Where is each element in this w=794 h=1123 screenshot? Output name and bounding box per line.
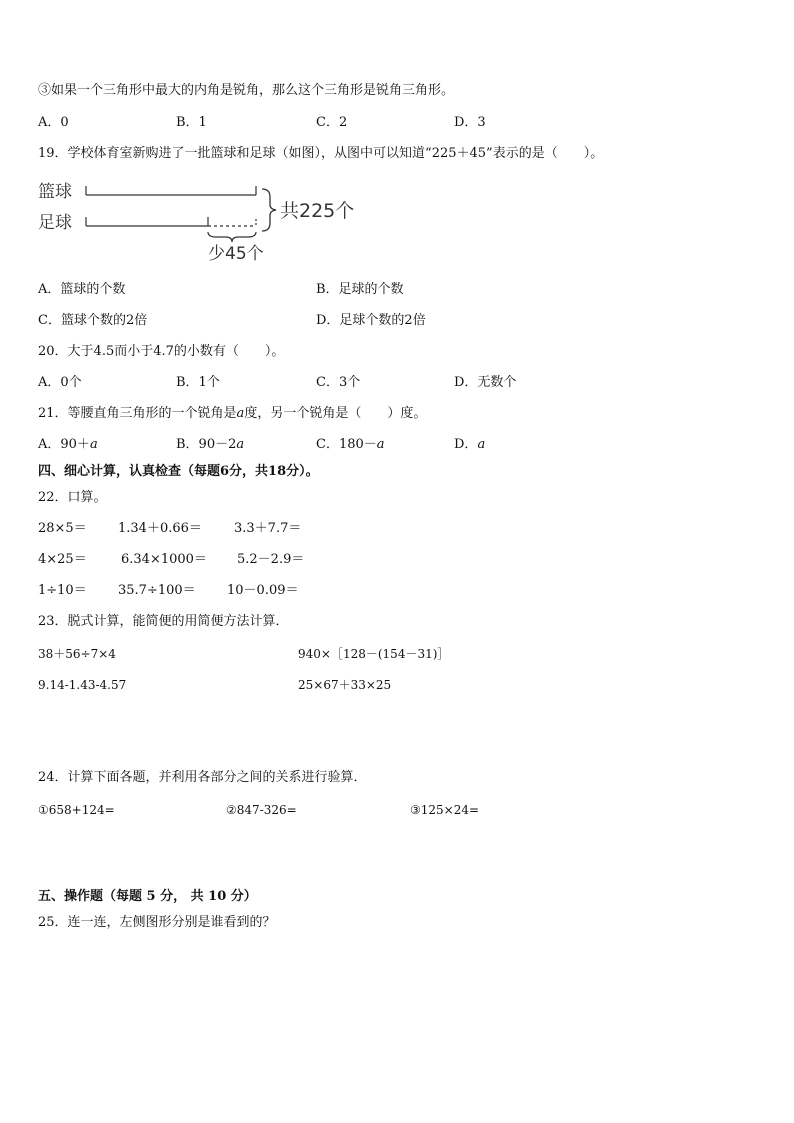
q22-item: 35.7÷100＝	[118, 583, 196, 598]
q18-option-b[interactable]: B．1	[176, 115, 207, 130]
section4-title: 四、细心计算，认真检查（每题6分，共18分）。	[38, 464, 319, 479]
q21-option-c[interactable]: C．180－a	[316, 437, 385, 452]
q23-item: 38＋56÷7×4	[38, 647, 116, 661]
diagram-label-basketball: 篮球	[38, 182, 72, 202]
q22-item: 3.3＋7.7＝	[234, 521, 302, 536]
q21-stem	[38, 406, 426, 422]
q24-item: ③125×24=	[410, 803, 480, 817]
q20-stem: 20．大于4.5而小于4.7的小数有（ ）。	[38, 344, 285, 359]
q18-statement: ③如果一个三角形中最大的内角是锐角，那么这个三角形是锐角三角形。	[38, 83, 455, 98]
q20-option-b[interactable]: B．1个	[176, 375, 220, 390]
q24-item: ①658+124=	[38, 803, 115, 817]
q19-option-b[interactable]: B．足球的个数	[316, 282, 404, 297]
q22-item: 6.34×1000＝	[121, 552, 207, 567]
q22-item: 28×5＝	[38, 521, 87, 536]
q19-option-d[interactable]: D．足球个数的2倍	[316, 313, 426, 328]
q24-item: ②847-326=	[226, 803, 297, 817]
q20-option-a[interactable]: A．0个	[38, 375, 82, 390]
q23-stem: 23．脱式计算，能简便的用简便方法计算．	[38, 614, 289, 629]
q22-item: 4×25＝	[38, 552, 87, 567]
q19-segment-diagram	[38, 175, 368, 265]
q23-item: 25×67＋33×25	[298, 678, 392, 692]
q22-item: 10－0.09＝	[227, 583, 299, 598]
q21-stem-part2: 度，另一个锐角是（ ）度。	[244, 406, 427, 421]
q23-item: 940×［128－(154－31)］	[298, 647, 450, 661]
q19-stem: 19．学校体育室新购进了一批篮球和足球（如图），从图中可以知道“225＋45”表示的是（ ）。	[38, 146, 604, 161]
q21-variable: a	[236, 406, 245, 421]
q19-option-c[interactable]: C．篮球个数的2倍	[38, 313, 148, 328]
q20-option-c[interactable]: C．3个	[316, 375, 361, 390]
q23-item: 9.14-1.43-4.57	[38, 678, 127, 692]
difference-brace	[208, 232, 256, 242]
total-brace	[262, 189, 276, 231]
section5-title: 五、操作题（每题 5 分， 共 10 分）	[38, 889, 257, 904]
q21-stem-part1: 21．等腰直角三角形的一个锐角是	[38, 406, 237, 421]
q18-option-a[interactable]: A．0	[38, 115, 69, 130]
basketball-bar	[86, 186, 256, 195]
q18-option-c[interactable]: C．2	[316, 115, 348, 130]
q25-stem: 25．连一连，左侧图形分别是谁看到的？	[38, 915, 276, 930]
q20-option-d[interactable]: D．无数个	[454, 375, 517, 390]
q22-stem: 22．口算。	[38, 490, 107, 505]
q22-item: 5.2－2.9＝	[237, 552, 305, 567]
q22-item: 1.34＋0.66＝	[118, 521, 202, 536]
q18-option-d[interactable]: D．3	[454, 115, 486, 130]
q21-option-b[interactable]: B．90－2a	[176, 437, 245, 452]
diagram-diff: 少45个	[208, 244, 264, 264]
q21-option-d[interactable]: D．a	[454, 437, 486, 452]
diagram-total: 共225个	[280, 200, 355, 222]
q22-item: 1÷10＝	[38, 583, 87, 598]
q19-option-a[interactable]: A．篮球的个数	[38, 282, 126, 297]
q21-option-a[interactable]: A．90＋a	[38, 437, 98, 452]
q24-stem: 24．计算下面各题，并利用各部分之间的关系进行验算．	[38, 770, 367, 785]
football-bar	[86, 217, 256, 226]
diagram-label-football: 足球	[38, 213, 72, 233]
